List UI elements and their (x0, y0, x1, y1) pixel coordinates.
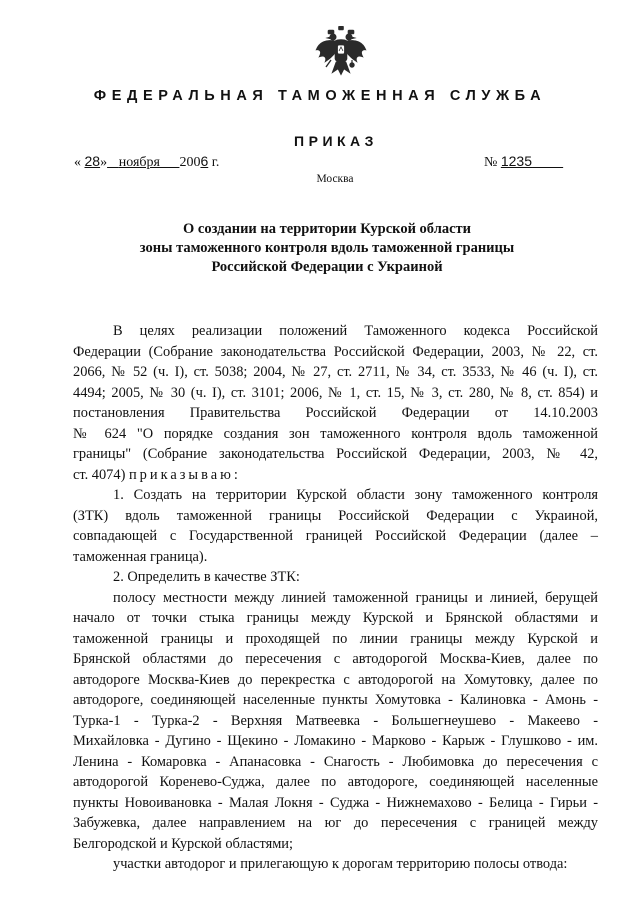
strip-line: пункты Новоивановка - Малая Локня - Суджа - Нижнемахово - Белица - Гирьи - (73, 794, 598, 811)
strip-line: Турка-1 - Турка-2 - Верхняя Матвеевка - Большегнеушево - Макеево - (73, 712, 598, 729)
body-line: границы" (Собрание законодательства Российской Федерации, 2003, № 42, (73, 446, 598, 462)
body-line: В целях реализации положений Таможенного кодекса Российской (113, 323, 598, 339)
strip-line: автодороге, соединяющей населенные пункты Хомутовка - Калиновка - Амонь - (73, 692, 598, 708)
city: Москва (316, 173, 354, 185)
order-title: ПРИКАЗ (294, 133, 378, 149)
date-year-abbrev: г. (211, 155, 220, 170)
orders-word: приказываю: (128, 466, 241, 483)
heading-line: Российской Федерации с Украиной (211, 259, 443, 275)
order-number-prefix: № (484, 155, 498, 170)
agency-name: ФЕДЕРАЛЬНАЯ ТАМОЖЕННАЯ СЛУЖБА (93, 88, 547, 104)
body-line (73, 465, 598, 486)
date-year-prefix: 200 (179, 155, 201, 170)
strip-line: Михайловка - Дугино - Щекино - Ломакино - Марково - Карыж - Глушково - им. (73, 733, 598, 749)
date-month: ноября (118, 155, 160, 170)
date-day: 28 (84, 153, 101, 169)
item-1-line: таможенная граница). (73, 548, 208, 565)
body-line-text: ст. 4074) (73, 466, 126, 483)
strip-line: начало от точки стыка границы между Курской и Брянской областями и (73, 610, 598, 626)
coat-of-arms-emblem-icon (314, 26, 368, 76)
order-body (73, 321, 598, 875)
strip-line: Брянской областями до пересечения с автодорогой Москва-Киев, далее по (73, 651, 598, 667)
strip-line: полосу местности между линией таможенной границы и линией, берущей (113, 589, 598, 606)
item-2: 2. Определить в качестве ЗТК: (113, 569, 300, 585)
heading-line: зоны таможенного контроля вдоль таможенной границы (139, 240, 515, 256)
order-heading (92, 220, 562, 277)
strip-line: автодорогой Коренево-Суджа, далее по автодороге, соединяющей населенные (73, 774, 598, 790)
heading-line: О создании на территории Курской области (182, 221, 471, 237)
item-1-line: совпадающей с Государственной границей Российской Федерации (далее – (73, 528, 598, 544)
body-line: постановления Правительства Российской Федерации от 14.10.2003 (73, 405, 598, 421)
body-line: 2066, № 52 (ч. I), ст. 5038; 2004, № 27, ст. 2711, № 34, ст. 3533, № 46 (ч. I), ст. (73, 364, 598, 380)
item-1-line: (ЗТК) вдоль таможенной границы Российской Федерации с Украиной, (73, 507, 598, 524)
strip-line: Ленина - Комаровка - Апанасовка - Снагость - Любимовка до пересечения с (73, 753, 598, 770)
strip-line: Забужевка, далее направлением на юг до пересечения с границей между (73, 815, 598, 831)
sections-line: участки автодорог и прилегающую к дорогам территорию полосы отвода: (113, 856, 568, 872)
body-line: № 624 "О порядке создания зон таможенного контроля вдоль таможенной (73, 425, 598, 442)
strip-line: Белгородской и Курской областями; (73, 835, 293, 852)
date-open-quote: « (74, 155, 81, 170)
item-1-line: 1. Создать на территории Курской области зону таможенного контроля (113, 487, 598, 503)
body-line: 4494; 2005, № 30 (ч. I), ст. 3101; 2006, № 1, ст. 15, № 3, ст. 280, № 8, ст. 854) и (73, 384, 598, 401)
body-line: Федерации (Собрание законодательства Российской Федерации, 2003, № 22, ст. (73, 343, 598, 360)
order-date (74, 153, 219, 171)
order-number (484, 153, 563, 171)
strip-line: таможенной границы и проходящей по линии границы между Курской и (73, 630, 598, 647)
order-number-value: 1235 (500, 153, 533, 169)
date-year-suffix: 6 (200, 153, 209, 169)
date-close-quote: » (100, 155, 108, 170)
strip-line: автодороге Москва-Киев до перекрестка с автодорогой на Хомутовку, далее по (73, 671, 598, 688)
